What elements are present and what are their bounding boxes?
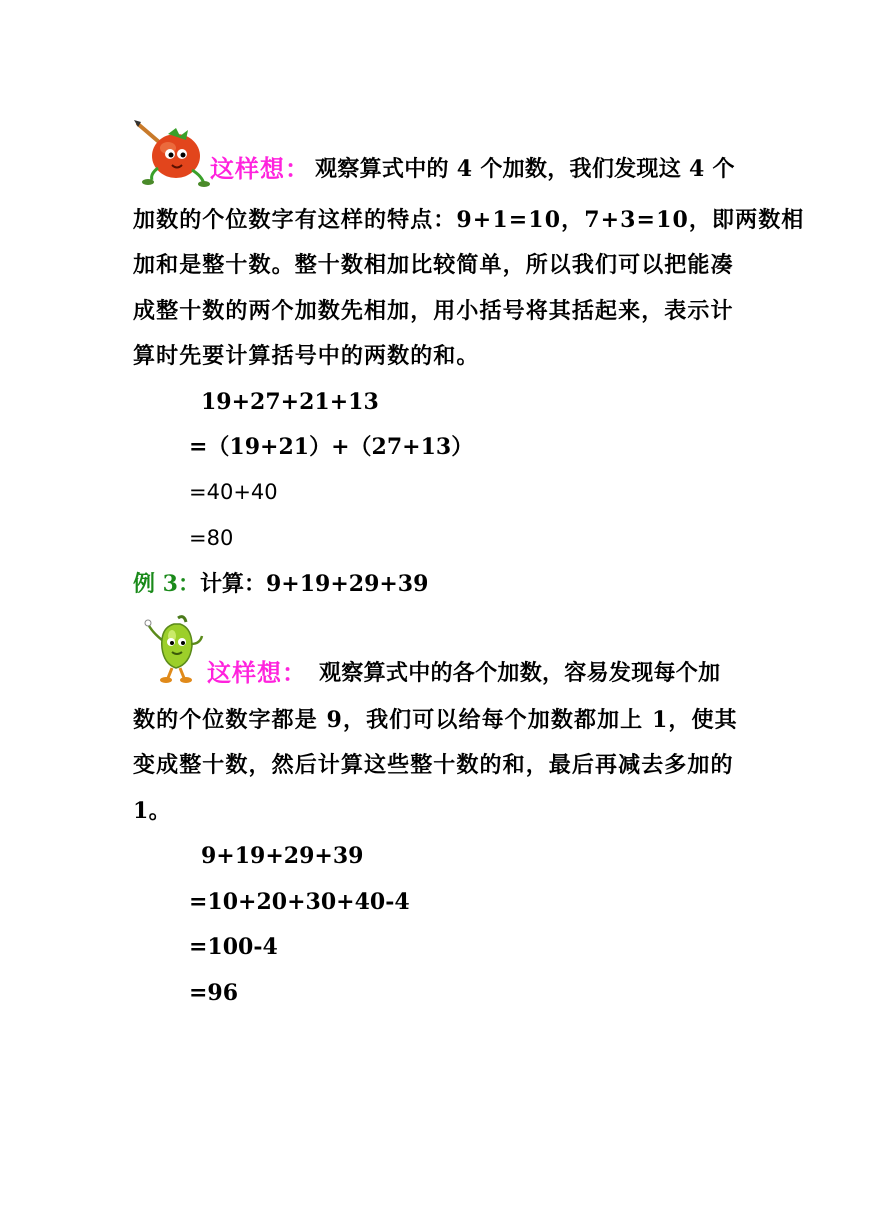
- step-2-result: =96: [189, 980, 239, 1006]
- example-3: [133, 569, 428, 599]
- step-1-result: =80: [189, 526, 234, 550]
- think-heading-1: 这样想：: [210, 155, 310, 183]
- paragraph-2-line: 数的个位数字都是 9，我们可以给每个加数都加上 1，使其: [133, 707, 738, 733]
- paragraph-1-line: 加数的个位数字有这样的特点：9+1=10，7+3=10，即两数相: [133, 207, 805, 233]
- tomato-mascot-icon: [132, 118, 210, 190]
- step-2-partial: =100-4: [189, 934, 278, 960]
- step-1-partial: =40+40: [189, 480, 278, 504]
- step-2-expression: 9+19+29+39: [201, 843, 364, 869]
- paragraph-1-line: 算时先要计算括号中的两数的和。: [133, 343, 480, 369]
- paragraph-2-intro: 观察算式中的各个加数，容易发现每个加: [319, 660, 721, 686]
- paragraph-1-line: 加和是整十数。整十数相加比较简单，所以我们可以把能凑: [133, 252, 734, 278]
- step-1-expression: 19+27+21+13: [201, 389, 379, 415]
- example-3-text: 计算：9+19+29+39: [199, 571, 429, 597]
- step-2-rounded: =10+20+30+40-4: [189, 889, 410, 915]
- pepper-mascot-icon: [144, 614, 208, 684]
- example-3-label: 例 3：: [133, 571, 200, 597]
- step-1-grouped: =（19+21）+（27+13）: [189, 434, 474, 460]
- paragraph-2-line: 变成整十数，然后计算这些整十数的和，最后再减去多加的: [133, 752, 734, 778]
- paragraph-2-line: 1。: [133, 798, 171, 824]
- paragraph-1-intro: 观察算式中的 4 个加数，我们发现这 4 个: [315, 156, 735, 182]
- think-heading-2: 这样想：: [207, 659, 307, 687]
- paragraph-1-line: 成整十数的两个加数先相加，用小括号将其括起来，表示计: [133, 298, 734, 324]
